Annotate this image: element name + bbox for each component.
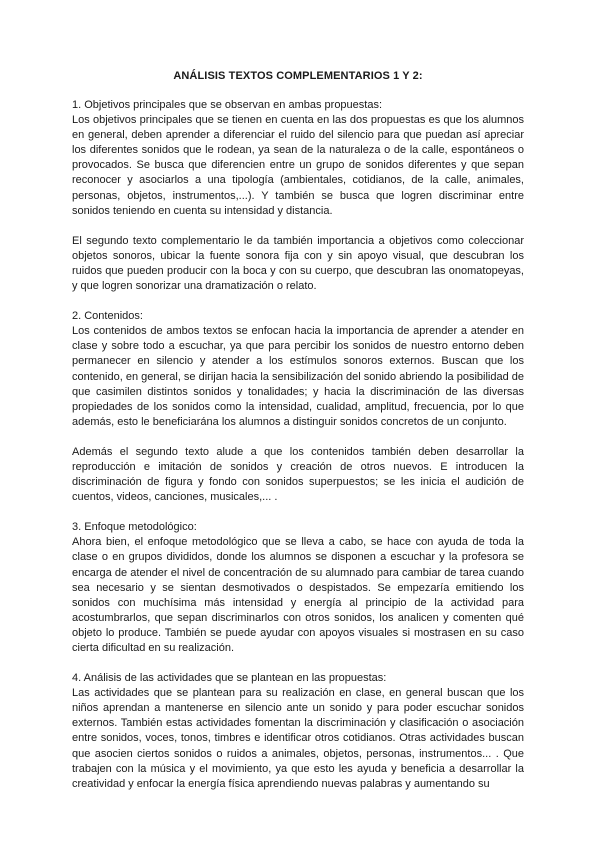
section-gap (72, 505, 524, 520)
paragraph: Los objetivos principales que se tienen en cuenta en las dos propuestas es que los alumnos en general, deben aprender a diferenciar el ruido del silencio para que puedan así apreciar los diferentes sonidos que le rodean, ya sean de la naturaleza o de la calle, espontáneos o provocados. Se busca que diferencien entre un grupo de sonidos diferentes y que sepan reconocer y asociarlos a una tipología (ambientales, cotidianos, de la calle, animales, personas, objetos, instrumentos,...). Y también se busca que logren discriminar entre sonidos teniendo en cuenta su intensidad y distancia. (72, 114, 524, 217)
section-heading: 3. Enfoque metodológico: (72, 521, 197, 534)
section-enfoque (72, 520, 524, 656)
section-heading: 1. Objetivos principales que se observan en ambas propuestas: (72, 99, 383, 111)
section-actividades (72, 671, 524, 792)
document-page (72, 70, 524, 792)
section-objetivos (72, 98, 524, 294)
paragraph: Además el segundo texto alude a que los contenidos también deben desarrollar la reproducción e imitación de sonidos y creación de otros nuevos. E introducen la discriminación de figura y fondo con sonidos superpuestos; se les inicia el audición de cuentos, videos, canciones, musicales,... . (72, 445, 524, 504)
paragraph: Ahora bien, el enfoque metodológico que se lleva a cabo, se hace con ayuda de toda la clase o en grupos divididos, donde los alumnos se disponen a escuchar y la profesora se encarga de atender el nivel de concentración de su alumnado para cambiar de tarea cuando sea necesario y se sientan desmotivados o despistados. Se empezaría emitiendo los sonidos con muchísima más intensidad y energía al principio de la actividad para acostumbrarlos, que sepan discriminarlos con otros sonidos, los analicen y comenten qué objeto lo produce. También se puede ayudar con apoyos visuales si mostrasen en su caso cierta dificultad en su realización. (72, 536, 524, 654)
paragraph: El segundo texto complementario le da también importancia a objetivos como coleccionar objetos sonoros, ubicar la fuente sonora fija con y sin apoyo visual, que descubran los ruidos que pueden producir con la boca y con su cuerpo, que descubran las onomatopeyas, y que logren sonorizar una dramatización o relato. (72, 234, 524, 293)
section-heading: 2. Contenidos: (72, 310, 143, 323)
paragraph: Los contenidos de ambos textos se enfocan hacia la importancia de aprender a atender en clase y sobre todo a escuchar, ya que para percibir los sonidos de nuestro entorno deben permanecer en silencio y atender a los estímulos sonoros externos. Buscan que los contenido, en general, se dirijan hacia la sensibilización del sonido abriendo la posibilidad de que casimilen distintos sonidos y tonalidades; y hacia la discriminación de las diversas propiedades de los sonidos como la intensidad, cualidad, amplitud, frecuencia, por lo que además, esto le beneficiarána los alumnos a distinguir sonidos concretos de un conjunto. (72, 325, 524, 428)
paragraph-gap (72, 430, 524, 445)
paragraph: Las actividades que se plantean para su realización en clase, en general buscan que los niños aprendan a mantenerse en silencio ante un sonido y para poder escuchar sonidos externos. También estas actividades fomentan la discriminación y clasificación o asociación entre sonidos, voces, tonos, timbres e identificar otros cotidianos. Otras actividades buscan que asocien ciertos sonidos o ruidos a animales, objetos, personas, instrumentos... . Que trabajen con la música y el movimiento, ya que esto les ayuda y beneficia a desarrollar la creatividad y enfocar la energía física aprendiendo nuevas palabras y aumentando su (72, 687, 524, 790)
section-contenidos (72, 309, 524, 505)
document-title: ANÁLISIS TEXTOS COMPLEMENTARIOS 1 Y 2: (173, 70, 423, 82)
section-gap (72, 656, 524, 671)
paragraph-gap (72, 219, 524, 234)
section-gap (72, 294, 524, 309)
section-heading: 4. Análisis de las actividades que se plantean en las propuestas: (72, 672, 387, 685)
